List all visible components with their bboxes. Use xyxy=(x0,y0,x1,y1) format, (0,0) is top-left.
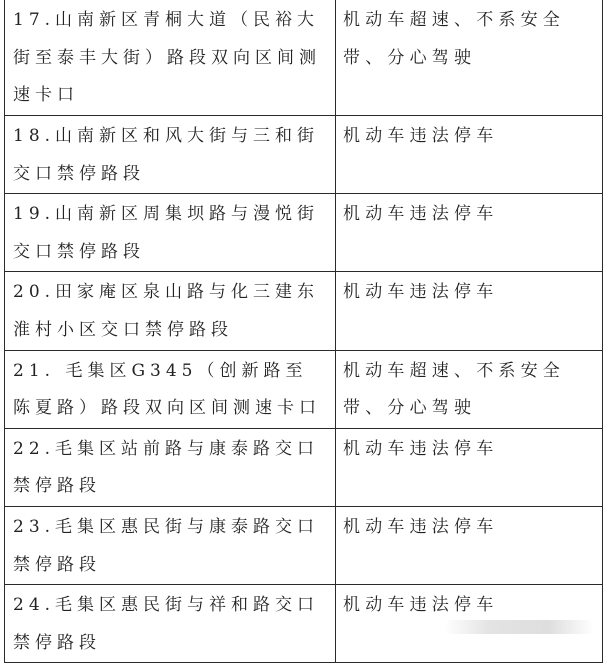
location-cell: 20.田家庵区泉山路与化三建东淮村小区交口禁停路段 xyxy=(5,272,336,350)
location-cell: 18.山南新区和风大街与三和街交口禁停路段 xyxy=(5,116,336,194)
table-row xyxy=(5,428,603,506)
blurred-watermark xyxy=(444,620,594,634)
violation-cell: 机动车超速、不系安全带、分心驾驶 xyxy=(336,0,603,116)
violation-cell: 机动车违法停车 xyxy=(336,585,603,663)
table-row xyxy=(5,272,603,350)
violation-cell: 机动车违法停车 xyxy=(336,116,603,194)
location-cell: 17.山南新区青桐大道（民裕大街至泰丰大街）路段双向区间测速卡口 xyxy=(5,0,336,116)
violation-cell: 机动车违法停车 xyxy=(336,506,603,584)
location-cell: 19.山南新区周集坝路与漫悦街交口禁停路段 xyxy=(5,194,336,272)
table-row xyxy=(5,194,603,272)
violation-cell: 机动车超速、不系安全带、分心驾驶 xyxy=(336,350,603,428)
violation-cell: 机动车违法停车 xyxy=(336,428,603,506)
violation-cell: 机动车违法停车 xyxy=(336,272,603,350)
location-cell: 21. 毛集区G345（创新路至陈夏路）路段双向区间测速卡口 xyxy=(5,350,336,428)
violation-cell: 机动车违法停车 xyxy=(336,194,603,272)
location-cell: 22.毛集区站前路与康泰路交口禁停路段 xyxy=(5,428,336,506)
location-cell: 24.毛集区惠民街与祥和路交口禁停路段 xyxy=(5,585,336,663)
enforcement-locations-table xyxy=(4,0,603,663)
location-cell: 23.毛集区惠民街与康泰路交口禁停路段 xyxy=(5,506,336,584)
table-row xyxy=(5,350,603,428)
table-row xyxy=(5,0,603,116)
table-row xyxy=(5,506,603,584)
table-row xyxy=(5,116,603,194)
